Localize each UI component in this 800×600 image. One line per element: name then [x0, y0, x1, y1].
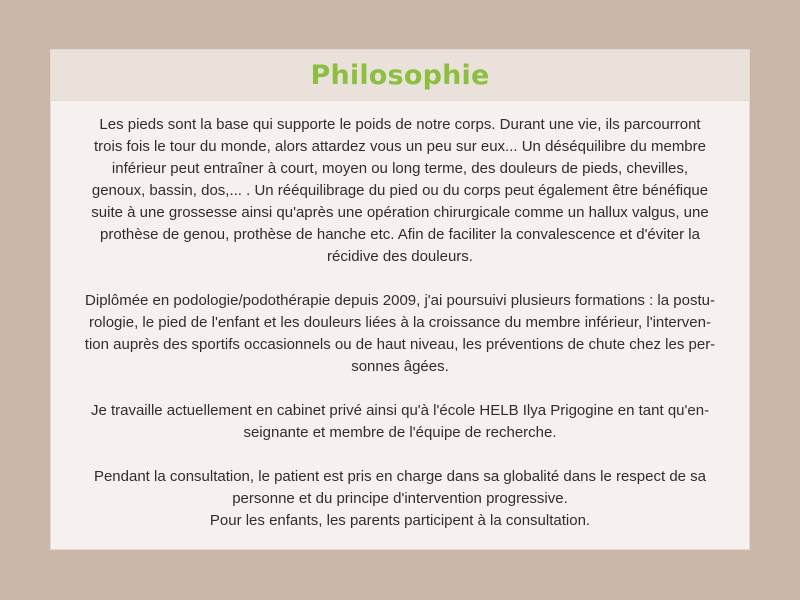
text-line: personne et du principe d'intervention progressive.	[232, 490, 568, 507]
text-line: Diplômée en podologie/podothérapie depuis 2009, j'ai poursuivi plusieurs formations : la postu-	[85, 292, 715, 309]
card-body	[51, 101, 749, 532]
text-line: trois fois le tour du monde, alors attardez vous un peu sur eux... Un déséquilibre du membre	[94, 138, 706, 155]
text-line: tion auprès des sportifs occasionnels ou de haut niveau, les préventions de chute chez les per-	[84, 336, 716, 353]
text-line: Les pieds sont la base qui supporte le poids de notre corps. Durant une vie, ils parcourront	[99, 116, 701, 133]
text-line: récidive des douleurs.	[327, 248, 473, 265]
text-line: prothèse de genou, prothèse de hanche etc. Afin de faciliter la convalescence et d'éviter la	[100, 226, 700, 243]
philosophy-card	[50, 49, 750, 550]
text-line: Je travaille actuellement en cabinet privé ainsi qu'à l'école HELB Ilya Prigogine en tant qu'en-	[90, 402, 710, 419]
paragraph-consultation	[59, 466, 741, 532]
paragraph-current-work	[59, 400, 741, 444]
paragraph-feet-intro	[59, 114, 741, 268]
text-line: genoux, bassin, dos,... . Un rééquilibrage du pied ou du corps peut également être bénéfique	[91, 182, 709, 199]
card-header	[51, 50, 749, 101]
page-title: Philosophie	[310, 59, 490, 91]
text-line: Pour les enfants, les parents participent à la consultation.	[209, 512, 591, 529]
text-line: rologie, le pied de l'enfant et les douleurs liées à la croissance du membre inférieur, l'interven-	[89, 314, 711, 331]
text-line: seignante et membre de l'équipe de recherche.	[243, 424, 557, 441]
text-line: inférieur peut entraîner à court, moyen ou long terme, des douleurs de pieds, chevilles,	[111, 160, 689, 177]
paragraph-qualifications	[59, 290, 741, 378]
text-line: sonnes âgées.	[351, 358, 449, 375]
text-line: Pendant la consultation, le patient est pris en charge dans sa globalité dans le respect de sa	[93, 468, 707, 485]
text-line: suite à une grossesse ainsi qu'après une opération chirurgicale comme un hallux valgus, une	[91, 204, 709, 221]
